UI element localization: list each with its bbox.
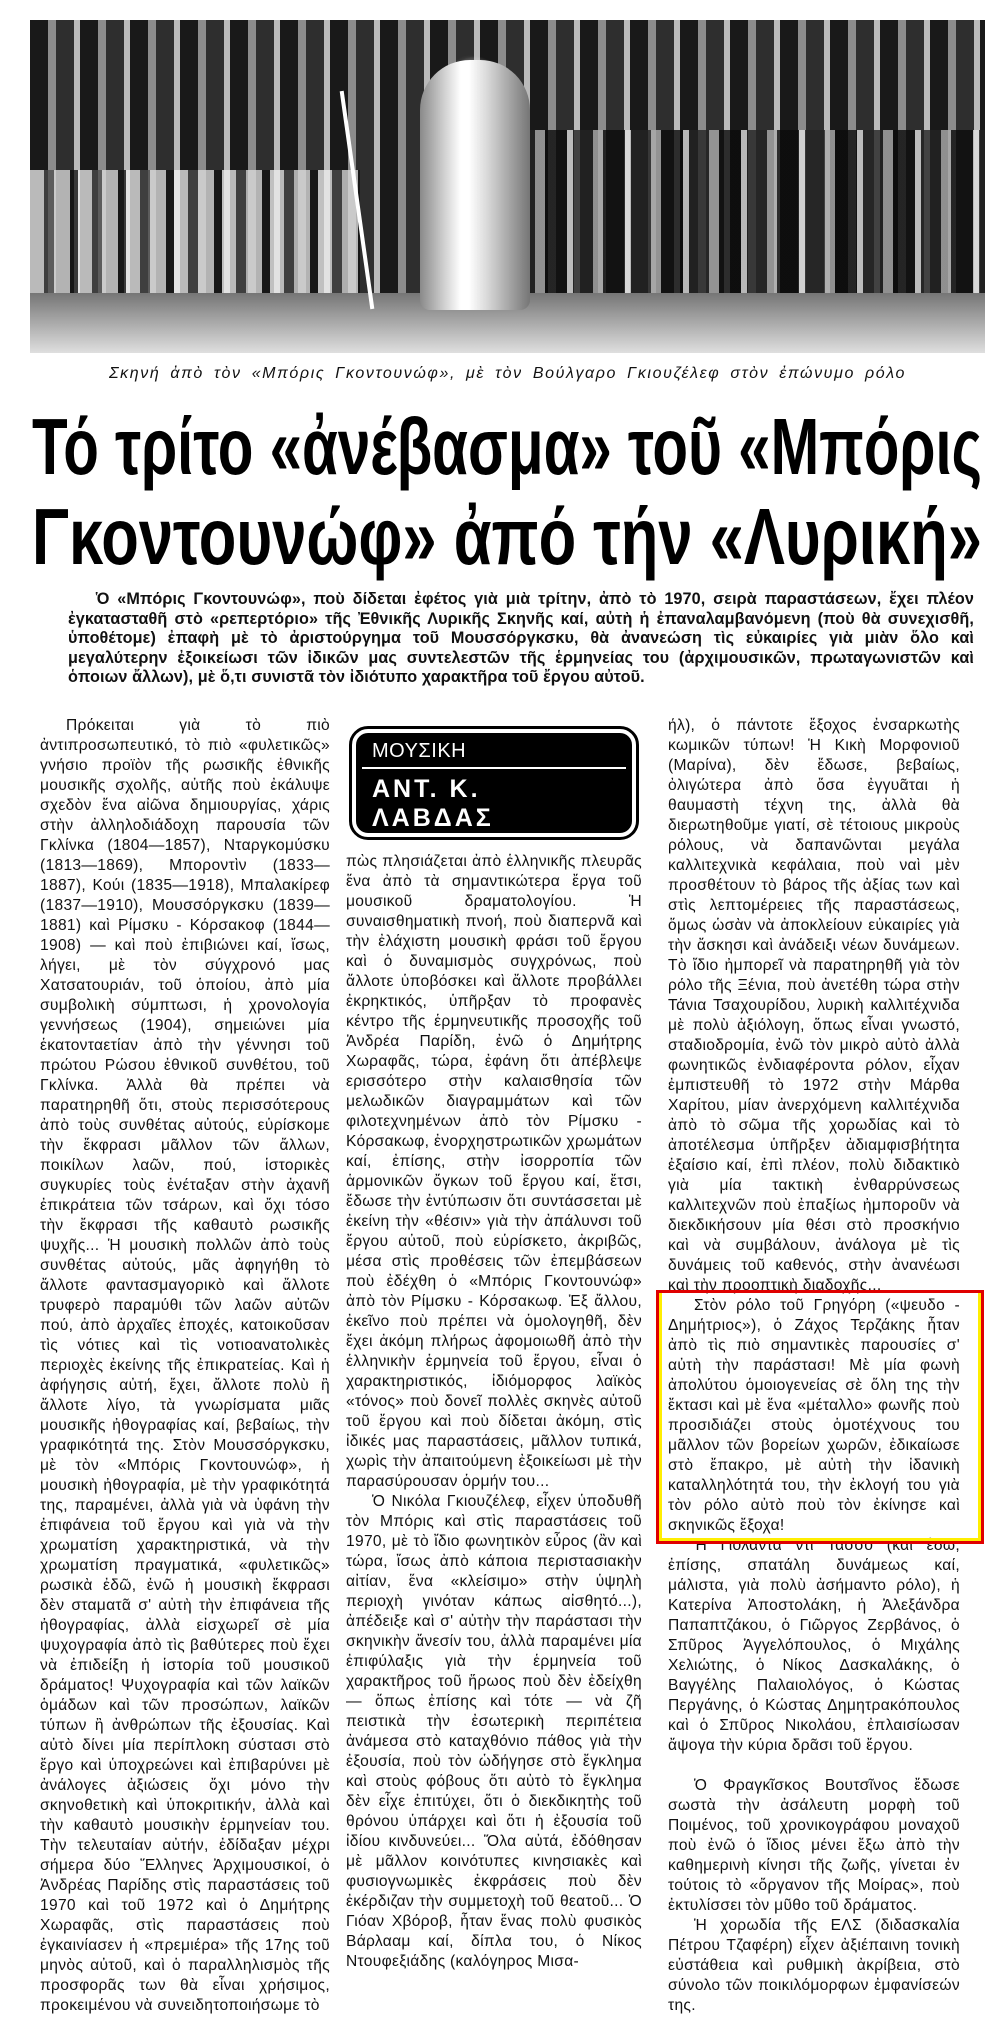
- author-line-1: ΑΝΤ. Κ.: [372, 775, 481, 803]
- lead-paragraph: [68, 590, 974, 688]
- opera-scene-photo: [30, 20, 985, 353]
- author-line-2: ΛΑΒΔΑΣ: [372, 804, 494, 832]
- headline-line-2: Γκοντουνώφ» ἀπό τήν «Λυρική»: [32, 492, 982, 581]
- section-label: ΜΟΥΣΙΚΗ: [362, 733, 626, 769]
- byline-box: [352, 729, 636, 837]
- paragraph: Πρόκειται γιὰ τὸ πιὸ ἀντιπροσωπευτικό, τὸ πιὸ «φυλετικῶς» γνήσιο προϊὸν τῆς ρωσικῆς ἐθνικῆς μουσικῆς σχολῆς, αὐτῆς ποὺ ἐκάλυψε σχεδὸν ἕνα αἰῶνα δημιουργίας, χάρις στὴν ἀλληλοδιάδοχη παρουσία τῶν Γκλίνκα (1804—1857), Νταργκομύσκυ (1813—1869), Μποροντὶν (1833—1887), Κούι (1835—1918), Μπαλακίρεφ (1837—1910), Μουσσόργκσκυ (1839—1881) καὶ Ρίμσκυ - Κόρσακοφ (1844—1908) — καὶ ποὺ ἐπιβιώνει καί, ἴσως, λήγει, μὲ τὸν σύγχρονό μας Χατσατουριάν, τοῦ ὁποίου, ἀπὸ μία συμβολικὴ σύμπτωσι, ἡ χρονολογία γεννήσεως (1904), σημειώνει μία ἑκατονταετίαν ἀπὸ τὴν γέννησι τοῦ πρώτου Ρώσου ἐθνικοῦ συνθέτου, τοῦ Γκλίνκα. Ἀλλὰ θὰ πρέπει νὰ παρατηρηθῆ ὅτι, στοὺς περισσότερους ἀπὸ τοὺς συνθέτας αὐτούς, εὑρίσκομε τὴν ἔκφρασι μᾶλλον τῶν ἄλλων, ποικίλων λαῶν, πού, ἱστορικὲς συγκυρίες τοὺς ἐνέταξαν στὴν ἀχανῆ ἐπικράτεια τῶν τσάρων, καὶ ὄχι τόσο τὴν ἔκφρασι τῆς καθαυτὸ ρωσικῆς ψυχῆς... Ἡ μουσικὴ πολλῶν ἀπὸ τοὺς συνθέτας αὐτούς, μᾶς ἀφηγήθη τὸ ἄλλοτε φαντασμαγορικὸ καὶ ἄλλοτε τρυφερὸ παραμύθι τῶν λαῶν αὐτῶν πού, ἀπὸ ἀρχαῖες ἐποχές, κατοικοῦσαν τὶς νότιες καὶ τὶς νοτιοανατολικὲς περιοχὲς ἐκείνης τῆς ἐπικρατείας. Καὶ ἡ ἀφήγησις αὐτή, ἔχει, ἄλλοτε πολὺ ἢ ἄλλοτε λίγο, τὰ γνωρίσματα μιᾶς μουσικῆς ἠθογραφίας καί, βεβαίως, τὴν γραφικότητά της. Στὸν Μουσσόργκσκυ, μὲ τὸν «Μπόρις Γκοντουνώφ», ἡ μουσικὴ ἠθογραφία, μὲ τὴν γραφικότητά της, παραμένει, ἀλλὰ γιὰ νὰ ὑφάνη τὴν ἐπιφάνεια τοῦ ἔργου καὶ γιὰ νὰ τὴν χρωματίση χαρακτηριστικά, νὰ τὴν χρωματίση πραγματικά, «φυλετικῶς» ρωσικὰ ἐδῶ, ἐνῶ ἡ μουσικὴ ἔκφρασι δὲν σταματᾶ σ' αὐτὴ τὴν ἐπιφάνεια τῆς ἠθογραφίας, ἀλλὰ εἰσχωρεῖ σὲ μία ψυχογραφία ἀπὸ τὶς βαθύτερες ποὺ ἔχει νὰ ἐπιδείξη ἡ ἱστορία τοῦ μουσικοῦ δράματος! Ψυχογραφία καὶ τῶν λαϊκῶν ὁμάδων καὶ τῶν προσώπων, λαϊκῶν τύπων ἢ ἀνθρώπων τῆς ἐξουσίας. Καὶ αὐτὸ δίνει μία περίπλοκη σύστασι στὸ ἔργο καὶ ὑποχρεώνει καὶ ἐπιβαρύνει μὲ ἀνάλογες ἀξιώσεις ὄχι μόνο τὴν σκηνοθετικὴ καὶ ὑποκριτικήν, ἀλλὰ καὶ τὴν καθαυτὸ μουσικὴν ἑρμηνείαν του. Τὴν τελευταίαν αὐτήν, ἐδίδαξαν μέχρι σήμερα δύο Ἕλληνες Ἀρχιμουσικοί, ὁ Ἀνδρέας Παρίδης στὶς παραστάσεις τοῦ 1970 καὶ τοῦ 1972 καὶ ὁ Δημήτρης Χωραφᾶς, στὶς παραστάσεις ποὺ ἐγκαινίασεν ἡ «πρεμιέρα» τῆς 17ης τοῦ μηνὸς αὐτοῦ, καὶ ὁ παραλληλισμὸς τῆς προσφορᾶς των θὰ εἶναι χρήσιμος, προκειμένου νὰ συνειδητοποιήσωμε τὸ: [40, 717, 330, 2014]
- column-left: [40, 716, 330, 2016]
- headline: [30, 400, 985, 586]
- paragraph: Ὁ Νικόλα Γκιουζέλεφ, εἶχεν ὑποδυθῆ τὸν Μπόρις καὶ στὶς παραστάσεις τοῦ 1970, μὲ τὸ ἴδιο φωνητικὸν εὖρος (ἂν καὶ τώρα, ἴσως ἀπὸ κάποια περιστασιακὴν αἰτίαν, ἕνα «κλείσιμο» στὴν ὑψηλὴ περιοχὴ γινόταν κάπως αἰσθητό...), ἀπέδειξε καὶ σ' αὐτὴν τὴν παράστασι τὴν σκηνικὴν ἄνεσίν του, ἀλλὰ παραμένει μία ἐπιφύλαξις γιὰ τὴν ἑρμηνεία τοῦ χαρακτῆρος τοῦ ἥρωος ποὺ δὲν ἐδείχθη — ὅπως ἐπίσης καὶ τότε — νὰ ζῆ πειστικὰ τὴν ἐσωτερικὴ περιπέτεια ἀνάμεσα στὸ καταχθόνιο πάθος γιὰ τὴν ἐξουσία, ποὺ τὸν ὡδήγησε στὸ ἔγκλημα καὶ στοὺς φόβους ὅτι αὐτὸ τὸ ἔγκλημα δὲν εἶχε ἐπιτύχει, ὅτι ὁ διεκδικητὴς τοῦ θρόνου ὑπάρχει καὶ ὅτι ἡ ἐξουσία τοῦ ἰδίου κινδυνεύει... Ὅλα αὐτά, ἐδόθησαν μὲ μᾶλλον κοινότυπες κινησιακὲς καὶ φυσιογνωμικὲς ἐκφράσεις ποὺ δὲν ἐκέρδιζαν τὴν συμμετοχὴ τοῦ θεατοῦ... Ὁ Γιόαν Χβόροβ, ἦταν ἕνας πολὺ φυσικὸς Βάρλααμ καί, δίπλα του, ὁ Νίκος Ντουφεξιάδης (καλόγηρος Μισα-: [346, 1493, 642, 1970]
- author-name: [356, 769, 632, 833]
- photo-caption: Σκηνή ἀπὸ τὸν «Μπόρις Γκοντουνώφ», μὲ τὸν Βούλγαρο Γκιουζέλεφ στὸν ἐπώνυμο ρόλο: [108, 365, 907, 382]
- paragraph: ήλ), ὁ πάντοτε ἔξοχος ἐνσαρκωτὴς κωμικῶν τύπων! Ἡ Κικὴ Μορφονιοῦ (Μαρίνα), δὲν ἔδωσε, βεβαίως, ὀλιγώτερα ἀπὸ ὅσα ἐγγυᾶται ἡ θαυμαστὴ τέχνη της, ἀλλὰ θὰ διερωτηθοῦμε γιατί, σὲ τέτοιους μικροὺς ρόλους, νὰ δαπανῶνται μεγάλα καλλιτεχνικὰ κεφάλαια, ποὺ ναὶ μὲν προσθέτουν τὸ βάρος τῆς ἀξίας των καὶ στὶς λεπτομέρειες τῆς παραστάσεως, ὅμως ὡσὰν νὰ ἀποκλείουν εὐκαιρίες γιὰ τὴν ἄσκησι καὶ ἀνάδειξι νέων δυνάμεων. Τὸ ἴδιο ἠμπορεῖ νὰ παρατηρηθῆ γιὰ τὸν ρόλο τῆς Ξένια, ποὺ ἀνετέθη τώρα στὴν Τάνια Τσαχουρίδου, λυρικὴ καλλιτέχνιδα μὲ πολὺ ἀξιόλογη, ὅπως εἶναι γνωστό, σταδιοδρομία, ἐνῶ τὸν μικρὸ αὐτὸ ἀλλὰ φωνητικῶς ἐνδιαφέροντα ρόλον, εἶχαν ἐμπιστευθῆ τὸ 1972 στὴν Μάρθα Χαρίτου, μίαν ἀνερχόμενη καλλιτέχνιδα ἀπὸ τὸ σῶμα τῆς χορωδίας καὶ τὸ ἀποτέλεσμα ὑπῆρξεν ἀδιαμφισβήτητα ἐξαίσιο καί, ἐπὶ πλέον, πολὺ διδακτικὸ γιὰ μία τακτικὴ ἐνθαρρύνσεως καλλιτεχνῶν ποὺ ἐπαξίως ἠμποροῦν νὰ διεκδικήσουν μία θέσι στὸ προσκήνιο καὶ νὰ συμβάλουν, ἀνάλογα μὲ τὶς δυνάμεις τοῦ καθενός, στὴν ἀνανέωσι καὶ τὴν προοπτικὴ διαδοχῆς...: [668, 717, 960, 1294]
- paragraph: πὼς πλησιάζεται ἀπὸ ἑλληνικῆς πλευρᾶς ἕνα ἀπὸ τὰ σημαντικώτερα ἔργα τοῦ μουσικοῦ δραματολογίου. Ἡ συναισθηματικὴ πνοή, ποὺ διαπερνᾶ καὶ τὴν ἐλάχιστη μουσικὴ φράσι τοῦ ἔργου καὶ ὁ δυναμισμὸς συγχρόνως, ποὺ ἄλλοτε ὑποβόσκει καὶ ἄλλοτε προβάλλει ἐκρηκτικός, ὑπῆρξαν τὸ προφανὲς κέντρο τῆς ἑρμηνευτικῆς προσοχῆς τοῦ Ἀνδρέα Παρίδη, ἐνῶ ὁ Δημήτρης Χωραφᾶς, τώρα, ἐφάνη ὅτι ἀπέβλεψε ερισσότερο στὴν καλαισθησία τῶν μελωδικῶν διαγραμμάτων καὶ τῶν φιλοτεχνημένων ἀπὸ τὸν Ρίμσκυ - Κόρσακωφ, ἐνορχηστρωτικῶν χρωμάτων καί, ἐπίσης, στὴν ἰσορροπία τῶν ἁρμονικῶν ὄγκων τοῦ ἔργου καί, ἔτσι, ἔδωσε τὴν ἐντύπωσιν ὅτι συντάσσεται μὲ ἐκείνη τὴν «θέσιν» γιὰ τὴν ἀπάλυνσι τοῦ ἔργου αὐτοῦ, ποὺ εὑρίσκετο, ἀκριβῶς, μέσα στὶς προθέσεις τῶν ἐπεμβάσεων ποὺ ἐδέχθη ὁ «Μπόρις Γκοντουνώφ» ἀπὸ τὸν Ρίμσκυ - Κόρσακωφ. Ἐξ ἄλλου, ἐκεῖνο ποὺ πρέπει νὰ ὁμολογηθῆ, δὲν ἔχει ἀκόμη πλήρως ἀφομοιωθῆ ἀπὸ τὴν ἑλληνικὴν ἑρμηνεία τοῦ ἔργου, εἶναι ὁ χαρακτηριστικός, ἰδιόμορφος λαϊκὸς «τόνος» ποὺ δονεῖ πολλὲς σκηνὲς αὐτοῦ τοῦ ἔργου καὶ ποὺ δίδεται ἀκόμη, στὶς ἰδικές μας παραστάσεις, μᾶλλον τυπικά, χωρὶς τὴν ἀπαιτούμενη ἐξοικείωσι μὲ τὴν παρασύρουσαν ὁρμήν του...: [346, 853, 642, 1490]
- column-right: [668, 716, 960, 2016]
- paragraph: Ἡ Γιολάντα ντὶ Τάσσο (καὶ ἐδῶ, ἐπίσης, σπατάλη δυνάμεως καί, μάλιστα, γιὰ πολὺ ἀσήμαντο ρόλο), ἡ Κατερίνα Ἀποστολάκη, ἡ Ἀλεξάνδρα Παπαπτζάκου, ὁ Γιῶργος Ζερβάνος, ὁ Σπῦρος Ἀγγελόπουλος, ὁ Μιχάλης Χελιώτης, ὁ Νίκος Δασκαλάκης, ὁ Βαγγέλης Παλαιολόγος, ὁ Κώστας Περγάνης, ὁ Κώστας Δημητρακόπουλος καὶ ὁ Σπῦρος Νικολάου, ἐπλαισίωσαν ἄψογα τὴν κύρια δρᾶσι τοῦ ἔργου.: [668, 1537, 960, 1754]
- paragraph: Ἡ χορωδία τῆς ΕΛΣ (διδασκαλία Πέτρου Τζαφέρη) εἶχεν ἀξιέπαινη τονικὴ εὐστάθεια καὶ ρυθμικὴ ἀκρίβεια, στὸ σύνολο τῶν ποικιλόμορφων ἐμφανίσεών της.: [668, 1917, 960, 2014]
- highlighted-paragraph: Στὸν ρόλο τοῦ Γρηγόρη («ψευδο - Δημήτριος»), ὁ Ζάχος Τερζάκης ἦταν ἀπὸ τὶς πιὸ σημαντικὲς παρουσίες σ' αὐτὴ τὴν παράστασι! Μὲ μία φωνὴ ἀπολύτου ὁμοιογενείας σὲ ὅλη της τὴν ἔκτασι καὶ μὲ ἕνα «μέταλλο» φωνῆς ποὺ προσιδιάζει στοὺς ὁμοτέχνους του μᾶλλον τῶν βορείων χωρῶν, ἐδικαίωσε στὸ ἔπακρο, μὲ αὐτὴ τὴν ἰδανικὴ καταλληλότητά του, τὴν ἐκλογή του γιὰ τὸν ρόλο αὐτὸ ποὺ τὸν ἐκίνησε καὶ σκηνικῶς ἔξοχα!: [668, 1297, 960, 1534]
- boris-figure: [420, 60, 530, 310]
- lead-text: Ὁ «Μπόρις Γκοντουνώφ», ποὺ δίδεται ἐφέτος γιὰ μιὰ τρίτην, ἀπὸ τὸ 1970, σειρὰ παραστάσεων, ἔχει πλέον ἐγκατασταθῆ στὸ «ρεπερτόριο» τῆς Ἐθνικῆς Λυρικῆς Σκηνῆς καί, αὐτὴ ἡ ἐπαναλαμβανόμενη (ποὺ θὰ συνεχισθῆ, ὑποθέτομε) ἐπαφὴ μὲ τὸ ἀριστούργημα τοῦ Μουσσόργκσκυ, θὰ ἀνανεώση τὶς εὐκαιρίες γιὰ μιὰν ὅλο καὶ μεγαλύτερην ἐξοικείωσι τῶν ἰδικῶν μας συντελεστῶν τῆς ἑρμηνείας του (ἀρχιμουσικῶν, πρωταγωνιστῶν καὶ ὁποιων ἄλλων), μὲ ὅ,τι συνιστᾶ τὸν ἰδιότυπο χαρακτῆρα τοῦ ἔργου αὐτοῦ.: [68, 590, 974, 687]
- column-middle: [346, 852, 642, 1972]
- headline-line-1: Τό τρίτο «ἀνέβασμα» τοῦ «Μπόρις: [32, 402, 982, 491]
- paragraph: Ὁ Φραγκῖσκος Βουτσῖνος ἔδωσε σωστὰ τὴν ἀσάλευτη μορφὴ τοῦ Ποιμένος, τοῦ χρονικογράφου μοναχοῦ ποὺ ἐνῶ ὁ ἴδιος μένει ἔξω ἀπὸ τὴν καθημερινὴ κίνησι τῆς ζωῆς, γίνεται ἐν τούτοις τὸ «ὄργανον τῆς Μοίρας», ποὺ ἐκτυλίσσει τὸν μῦθο τοῦ δράματος.: [668, 1777, 960, 1914]
